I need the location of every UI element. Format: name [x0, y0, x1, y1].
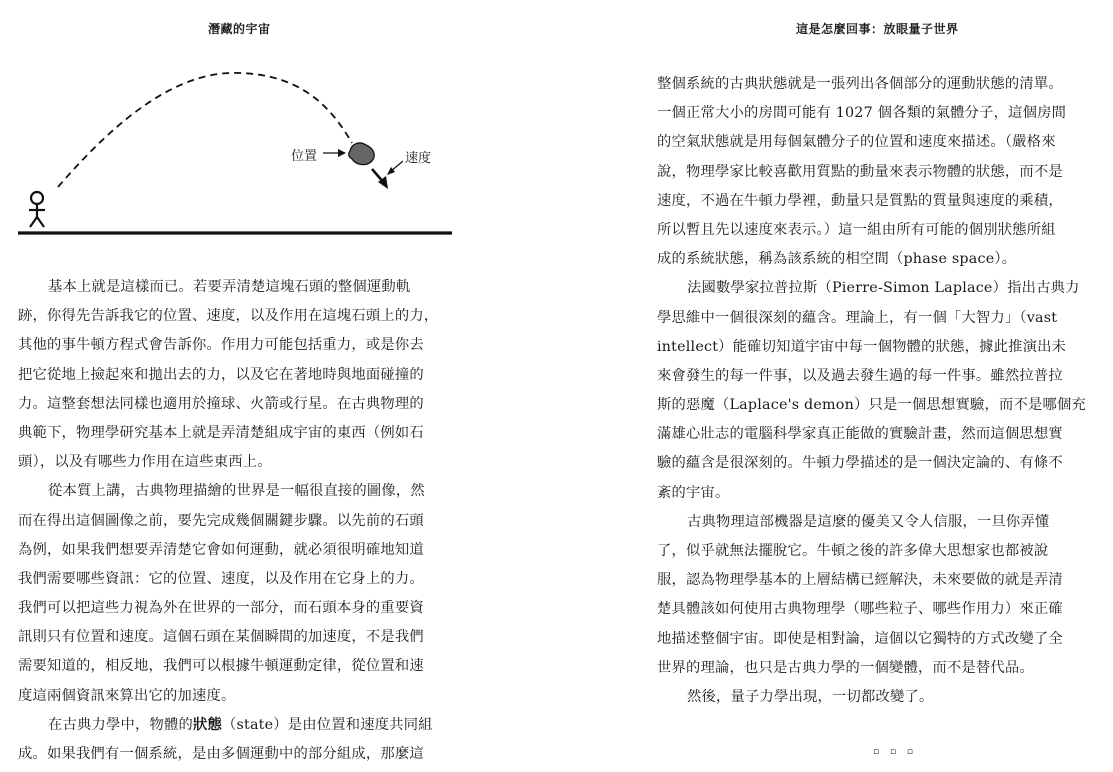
text-line: 楚具體該如何使用古典物理學（哪些粒子、哪些作用力）來正確	[657, 601, 1063, 618]
left-body-text	[18, 273, 463, 769]
position-arrow-head	[338, 149, 346, 157]
text-line: intellect）能確切知道宇宙中每一個物體的狀態，據此推演出未	[657, 338, 1067, 355]
text-line: 我們需要哪些資訊：它的位置、速度，以及作用在它身上的力。	[18, 570, 424, 587]
text-line: 來會發生的每一件事，以及過去發生過的每一件事。雖然拉普拉	[657, 367, 1063, 384]
text-line: 所以暫且先以速度來表示。）這一組由所有可能的個別狀態所組	[657, 221, 1056, 238]
text-segment: 在古典力學中，物體的	[48, 716, 193, 733]
text-line: 古典物理這部機器是這麼的優美又令人信服，一旦你弄懂	[687, 513, 1050, 530]
key-term: 狀態	[192, 716, 222, 733]
text-line: 力。這整套想法同樣也適用於撞球、火箭或行星。在古典物理的	[18, 395, 424, 412]
text-line: 的空氣狀態就是用每個氣體分子的位置和速度來描述。（嚴格來	[657, 134, 1056, 151]
text-line: 其他的事牛頓方程式會告訴你。作用力可能包括重力，或是你去	[18, 337, 424, 354]
text-line: 速度，不過在牛頓力學裡，動量只是質點的質量與速度的乘積，	[657, 192, 1063, 209]
text-line: 整個系統的古典狀態就是一張列出各個部分的運動狀態的清單。	[657, 76, 1063, 92]
text-line: 度這兩個資訊來算出它的加速度。	[18, 687, 236, 704]
text-line: 典範下，物理學研究基本上就是弄清楚組成宇宙的東西（例如石	[18, 424, 424, 441]
text-line: 然後，量子力學出現，一切都改變了。	[687, 688, 934, 705]
text-line: 跡，你得先告訴我它的位置、速度，以及作用在這塊石頭上的力，	[18, 308, 439, 325]
right-body-text	[657, 70, 1103, 712]
stick-figure	[29, 192, 45, 227]
trajectory-arc	[58, 73, 352, 187]
text-line: 為例，如果我們想要弄清楚它會如何運動，就必須很明確地知道	[18, 541, 424, 558]
text-line: 世界的理論，也只是古典力學的一個變體，而不是替代品。	[657, 659, 1034, 676]
text-line: 斯的惡魔（Laplace's demon）只是一個思想實驗，而不是哪個充	[657, 397, 1086, 414]
right-page	[557, 0, 1113, 772]
text-line: 而在得出這個圖像之前，要先完成幾個關鍵步驟。以先前的石頭	[18, 512, 424, 529]
left-page	[0, 0, 556, 772]
text-line: 需要知道的，相反地，我們可以根據牛頓運動定律，從位置和速	[18, 658, 424, 675]
text-line-with-term	[18, 711, 463, 740]
position-label: 位置	[291, 149, 318, 164]
text-line: 訊則只有位置和速度。這個石頭在某個瞬間的加速度，不是我們	[18, 629, 424, 646]
text-line: 成的系統狀態，稱為該系統的相空間（phase space）。	[657, 251, 1017, 268]
text-line: 頭），以及有哪些力作用在這些東西上。	[18, 454, 272, 471]
text-line: 一個正常大小的房間可能有 1027 個各類的氣體分子，這個房間	[657, 105, 1067, 122]
text-line: 法國數學家拉普拉斯（Pierre-Simon Laplace）指出古典力	[687, 280, 1080, 297]
text-line: 學思維中一個很深刻的蘊含。理論上，有一個「大智力」（vast	[657, 309, 1058, 326]
text-line: 我們可以把這些力視為外在世界的一部分，而石頭本身的重要資	[18, 600, 424, 617]
text-line: 了，似乎就無法擺脫它。牛頓之後的許多偉大思想家也都被說	[657, 543, 1049, 559]
text-line: 從本質上講，古典物理描繪的世界是一幅很直接的圖像，然	[48, 483, 425, 500]
text-line: 驗的蘊含是很深刻的。牛頓力學描述的是一個決定論的、有條不	[657, 455, 1063, 472]
text-line: 地描述整個宇宙。即使是相對論，這個以它獨特的方式改變了全	[657, 630, 1063, 647]
text-line: 成。如果我們有一個系統，是由多個運動中的部分組成，那麼這	[18, 746, 424, 762]
velocity-label: 速度	[405, 151, 432, 166]
section-break-ornament: ▫ ▫ ▫	[872, 747, 918, 757]
trajectory-figure	[0, 55, 556, 255]
text-line: 說，物理學家比較喜歡用質點的動量來表示物體的狀態，而不是	[657, 163, 1063, 180]
text-line: 服，認為物理學基本的上層結構已經解決，未來要做的就是弄清	[657, 572, 1063, 589]
text-line: 基本上就是這樣而已。若要弄清楚這塊石頭的整個運動軌	[48, 279, 411, 295]
running-head-right: 這是怎麼回事：放眼量子世界	[796, 22, 959, 36]
text-line: 把它從地上撿起來和拋出去的力，以及它在著地時與地面碰撞的	[18, 366, 424, 383]
running-head-left: 潛藏的宇宙	[208, 22, 271, 36]
rock-shape	[349, 143, 375, 165]
text-line: 紊的宇宙。	[657, 484, 730, 501]
text-line: 滿雄心壯志的電腦科學家真正能做的實驗計畫，然而這個思想實	[657, 426, 1063, 443]
trajectory-diagram	[0, 55, 556, 255]
text-segment: （state）是由位置和速度共同組	[221, 716, 433, 733]
